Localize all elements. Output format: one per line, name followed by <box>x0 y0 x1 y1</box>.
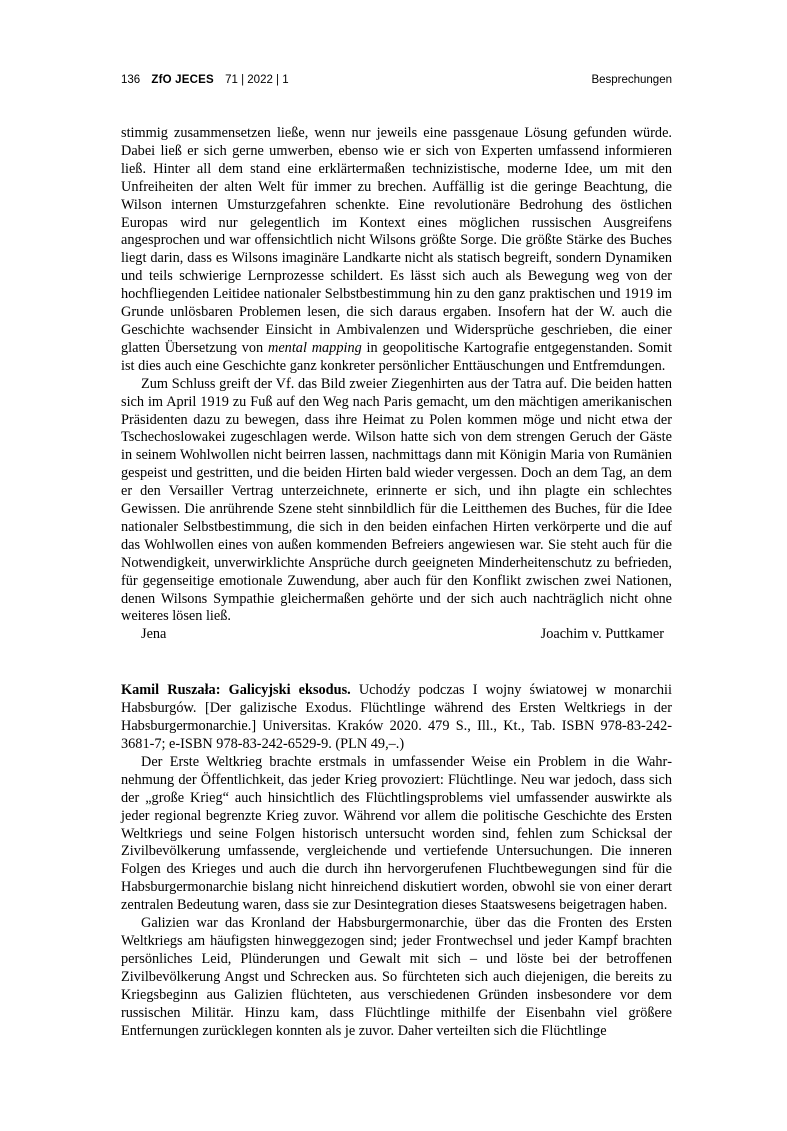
running-header <box>121 74 672 92</box>
section-title: Besprechungen <box>591 74 672 86</box>
review1-p1-text: stimmig zusammensetzen ließe, wenn nur jeweils eine passgenaue Lösung gefunden würde. Dabei ließ er sich gerne umwerben, ebenso wie er sich von Experten umfassend informieren ließ. Hinter all dem stand eine erklärtermaßen technizistische, moderne Idee, um mit den Unfreiheiten der alten Welt für immer zu brechen. Auffällig ist die geringe Beachtung, die Wilson internen Umsturzgefahren schenkte. Eine revolutionäre Bedrohung des östlichen Europas wird nur gelegentlich im Kontext eines möglichen russischen Ausgreifens angesprochen und war offensichtlich nicht Wilsons größte Sorge. Die größte Stärke des Buches liegt darin, dass es Wilsons imaginäre Landkarte nicht als statisch begreift, sondern Dynamiken und teils schwierige Lernprozesse schildert. Es lässt sich auch als Bewegung weg von der hochfliegenden Leitidee nationaler Selbstbestimmung hin zu den ganz praktischen und 1919 im Grunde unlösbaren Problemen lesen, die sich daraus ergaben. Insofern hat der W. auch die Geschichte wachsender Einsicht in Ambivalenzen und Widersprüche geschrieben, die einer glatten Übersetzung von <box>121 125 672 356</box>
body-text <box>121 125 672 1040</box>
page-number: 136 <box>121 74 141 86</box>
review2-reference-details: Uchodźy podczas I wojny światowej w monarchii Habsburgów. [Der galizische Exodus. Flüchtlinge während des Ersten Weltkriegs in der Habsburgermonarchie.] Universitas. Kraków 2020. 479 S., Ill., Kt., Tab. ISBN 978-83-242-3681-7; e-ISBN 978-83-242-6529-9. (PLN 49,–.) <box>121 682 672 752</box>
review1-p1-text-end: in geopolitische Kartografie entgegenstanden. Somit ist dies auch eine Geschichte ganz konkreter persönlicher Enttäuschungen und Entfremdungen. <box>121 339 672 374</box>
review1-reviewer: Joachim v. Puttkamer <box>540 626 664 643</box>
review2-title: Kamil Ruszała: Galicyjski eksodus. <box>121 682 351 699</box>
review1-place: Jena <box>141 626 167 643</box>
review2-bibliographic-reference <box>121 682 672 754</box>
section-gap <box>121 644 672 682</box>
review2-paragraph-1: Der Erste Weltkrieg brachte erstmals in umfassender Weise ein Problem in die Wahrnehmung der Öffentlichkeit, das jeder Krieg provoziert: Flüchtlinge. Neu war jedoch, dass sich der „große Krieg“ auch hinsichtlich des Flüchtlingsproblems viel umfassender auswirkte als jeder regional begrenzte Krieg zuvor. Während vor allem die politische Geschichte des Ersten Weltkriegs und seine Folgen historisch untersucht worden sind, fehlen zum Schicksal der Zivilbevölkerung umfassende, vergleichende und vertiefende Untersuchungen. Die inneren Folgen des Krieges und auch die durch ihn hervorgerufenen Fluchtbewegungen sind für die Habsburgermonarchie bislang nicht hinreichend diskutiert worden, obwohl sie von einer derart zentralen Bedeutung waren, dass sie zur Desintegration dieses Staatswesens beigetragen haben. <box>121 753 672 914</box>
volume-issue: 71 | 2022 | 1 <box>225 74 289 86</box>
review1-paragraph-1 <box>121 125 672 376</box>
journal-name: ZfO JECES <box>151 74 214 86</box>
review1-signature <box>121 626 672 644</box>
review1-paragraph-2: Zum Schluss greift der Vf. das Bild zweier Ziegenhirten aus der Tatra auf. Die beiden hatten sich im April 1919 zu Fuß auf den Weg nach Paris gemacht, um den mächtigen amerikanischen Präsidenten dazu zu bewegen, dass ihre Heimat zu Polen kommen möge und nicht etwa der Tschechoslowakei zugeschlagen werde. Wilson hatte sich von dem strengen Geruch der Gäste in seinem Wohlwollen nicht beirren lassen, nachmittags dann mit Königin Maria von Rumänien gespeist und gestritten, und die beiden Hirten bald wieder vergessen. Doch an dem Tag, an dem er den Versailler Vertrag unterzeichnete, erinnerte er sich, und ihn plagte ein schlechtes Gewissen. Die anrührende Szene steht sinnbildlich für die Leitthemen des Buches, für die Idee nationaler Selbstbestimmung, die sich in den beiden einfachen Hirten verkörperte und die auf das Wohlwollen eines von außen kommenden Befreiers angewiesen war. Sie steht auch für die Notwendigkeit, unverwirklichte Ansprüche durch geeigneten Minderheitenschutz zu befrieden, für gegenseitige emotionale Zuwendung, aber auch für den Konflikt zwischen zwei Nationen, denen Wilsons Sympathie gleichermaßen gehörte und der sich auch nachträglich nicht ohne weiteres lösen ließ. <box>121 375 672 625</box>
review1-p1-italic: mental mapping <box>268 339 362 356</box>
review2-paragraph-2: Galizien war das Kronland der Habsburgermonarchie, über das die Fronten des Ersten Weltkriegs am häufigsten hinweggezogen sind; jeder Frontwechsel und jeder Kampf brachten persönliches Leid, Plünderungen und Gewalt mit sich – und löste bei der betroffenen Zivilbevölkerung Angst und Schrecken aus. So fürchteten sich auch diejenigen, die bereits zu Kriegsbeginn aus Galizien flüchteten, aus verschiedenen Gründen insbesondere vor dem russischen Militär. Hinzu kam, dass Flüchtlinge mithilfe der Eisenbahn viel größere Entfernungen zurücklegen konnten als je zuvor. Daher verteilten sich die Flüchtlinge <box>121 915 672 1039</box>
header-left <box>121 74 297 86</box>
